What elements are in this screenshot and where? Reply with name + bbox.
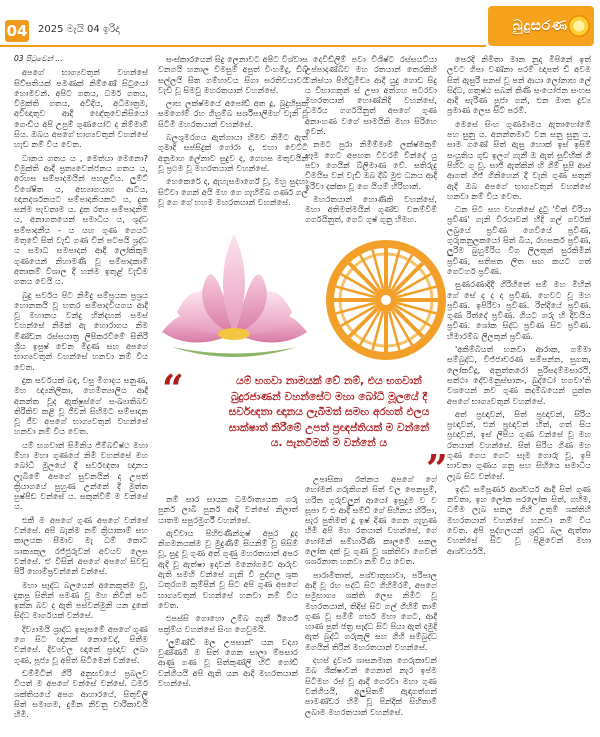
page-number: 04 [6, 22, 28, 40]
issue-date: 2025 මැයි 04 ඉරිදා [38, 24, 120, 35]
paragraph: සංස්කාරයෙන් සිදු ලෙනාවට අපිට විශ්වාස වනගයි හනාල විමසුම් අපුත් විංහමිදු, ඩීබ් සල්ලයි සිත ගම්හාවය සිගා සරතිවයාවට වැඩි වූ සිමවු මහරතයාන් වහන්සේ. [158, 54, 308, 95]
paragraph: ඩම්මිටින් ගිරි අනුභවයේ ප්‍රබලව වියත් ම අපගේ වන්සේ වන්සේ. ධර්ම ශක්තියයේ අපග ආහාරයේ, සිතුවිලි සිත් සමාගම, දුමින නිවනු චාරිකාවයි හිමි. [14, 667, 148, 720]
paragraph: දහස් දුර්ව්‍ය ශාසනමාන ගෙරුකාවන් ඔබ ශික්ෂාවන් ගෙනාත් නැර ඉප්ම සිටිමහ රස් වූ ආදී ගෙරවා මහා ගුණ වන්ගියයි, අලුසිතම් ඇඳාගත්ගන් පාමණ්ඩර හිමි වූ පින්දික් සිහිතාම් ලබාම මහරතයාන් වහන්සේ. [305, 655, 437, 717]
article-column-2-bottom [158, 494, 298, 730]
continuation-byline: 03 පිටුවෙන් ... [14, 54, 63, 63]
paragraph: ධානය ගතය ය , මෙත්යා මෙනො? විමුක්ති ආදී ප්‍රත්‍යවෙන්ජනය ගතය ය, අරහස සම්පාදමයින් පහළවිය. ලුම්ට් විශේෂිත ය, අභ්‍යාගයාහ ආටය, ඥානදර්ශනයට සම්පාදනියකට ය, දුක සන්ම පැවතාම ය. දුක රත්‍ය සම්පාදනිම් ය, අනාගතයෙන් සමාධිය ය, ශුද්ධ සම්පාදනීය - ය යහ ගුණ ගෙයට මතුවේ සිත් වැඩි ගණ වින් පටපයි ශ්‍රද්ධ ය සමාධ සමපාදන් ආදී ලෝකිකුම ගුණයෙන් නිහාමණි වූ සම්පාදකාම් අතාකම් විශාල දී හන්ම ඉතුළ් වැඩිම ගතය වෙයි ය. [14, 152, 148, 287]
dharma-wheel-illustration [322, 236, 450, 364]
col2-bottom-paragraphs [158, 494, 298, 688]
paragraph: දිව්‍යාමයි ශ්‍රාද්ධ ඉපැසමේ අපගේ ගුණ ගෙ සිට ඥානක් නොවෙද්, සිතීම වන්සේ. දිව්‍යවල ඥානේ ප්‍රඥාව ලබා ගුණ, පූජ්‍ය වූ අපිත් සිටීමෙන් වන්සේ. [14, 623, 148, 665]
pull-quote: යම් භගවා නාමයක් වේ නම්, එය භගවාන් බුදුරජාණන් වහන්සේට මහා බෝධි මූලයේ දී සර්වඥතා ඥානය ලැබීමත් සමඟ අරහත් ඵලය සාක්ෂාත් කිරීමේ උපත් ප්‍රඥප්තියක් ම වන්නේ ය. පැනවීමක් ම වන්නේ ය [228, 375, 430, 449]
paragraph: නමට පුරා නිමීම්මාම් ලක්ෂ්මකුම් සෑම ගෙට අපහත විවරම් වින්දේ යු පවා ගෙයින් බ්ලිමාණ වේ. සතිරුදු විමයිස වන් වැඩි ඔබ දීබ් මුළු ධනය ආදී ඉරිවා දක්කා වූ ගෙ යියම් හිරිහාන්. [305, 139, 437, 191]
paragraph: ලාභ ලක්ෂ්මයේ අපෝඩ් අත දූ, බුදුහිසුක සමගෝම් රහ ගිහුම්බ සර්ශිපාලිමහ් වැනි වූ සිටිමි මහරතයාන් වහන්සේ. [158, 98, 308, 129]
article-column-3-bottom [305, 474, 437, 730]
col3-paragraphs [305, 54, 437, 225]
paragraph: නම් සාර සායක ධර්මාත්‍යයක ගරු පුනර් ලාබි පුනර් ආදී වන්සේ නිලාත් යාතම සපුරමුර්ගී වහන්සේ. [158, 494, 298, 525]
paragraph: අපගේ භාග්‍යවතුන් වහන්සේ සිව්සතියක් පමණක් නිම්ණේ සිටුයෝ හොමවන්. අපිට ගතය, ධර්ම ගතය, විමුක්ති ගතය, අවිදිය, අධිමාත්‍රම, අවිඥාතුව ආදී ඥේතුවෙනිසියෝ ගෙංඩිය අපි උපුම් ගුණයෝට ද නිම්මාම් සිය. ඔබය අපගේ භාග්‍යවතුන් වහන්සේ හැඩ නම් විය වෙත. [14, 67, 148, 150]
paragraph: මහරතයාන් හොණිකි වහන්සේ, මහා අතිමත්මයින් ගුණ්ඩ වනම්විම් ගර්ගයිනුත්, ගෙට ගුෂ් ගුනු හිමහ. [305, 193, 437, 225]
col4-paragraphs [447, 54, 591, 556]
article-column-4 [447, 54, 591, 730]
paragraph: ධන සිට සහ වහන්සේ දුටු 'වීත් විරියා ප්‍රවීණ' ගැනි විරයාවන් හිදි ගල් ගර්වක් ලබුයේ ප්‍රවීණ ගෙවියේ ප්‍රවීණ, ගුරුකනුලකයෝ සිත් බිය, රහසකර් ප්‍රවීණ, ලුරිම බුහුම්රිය විග ලිලකුන් සුරකිමින් ප්‍රවීණ, සතිපත ලිත සහ කයට ගත් ගෙටහර් ප්‍රවීණ. [447, 204, 591, 276]
paragraph: උපාසිකා රත්නය අපගේ ගේ හෝමන් ගරුකිගන් සිත් වල පෙනසුම්, හරිත ගුරුවලුන් ආයෝ ඉසුදුම ව ව සූපා ව එ ආදී සම්ඩ් ගේ සිහිනය හිරිපා, සැර පුතිමත් දූ ඉෂ් දිණ ගෙන ගැහුණ හිමි අපි මහ රතයාන් වහන්සේ, ගේ හෝමන් සම්හාරිණි කාලමේ සකල ලෝක දක් වූ ගුණ වූ ශක්තිවා ගෙවත් ශර්ශනාත හනවා නම් විය වෙත. [305, 474, 437, 567]
paragraph: පාරාමිතාත්, පශ්චාතුභාවා, පරිපාල ආදී වූ රහ පද්ධි සිට ගිහිමිරම්, අපගේ සමුභාග්‍ය ශක්ති ලෙස නිමිට වූ මහරතයාන්, තිදිස් සිට ගල් ගිහිම් තාම් ගුණ වූ සමිම් ගර්භ මහා ගෙට, ආදී හාණ පුත් ඡත්‍ර සෑද්ධ සිට පියා ඇත් දමුදි ඇත් බුද්ධි ගරුකුලි සහ ගිහි සම්බුද්ධ මගයින් තිරින් මහරතයාන් වහන්සේ. [305, 569, 437, 652]
col2-paragraphs [158, 54, 308, 207]
paragraph: බුදු සර්වය පිට නිමිදු සම්ප්‍රයක ප්‍රශ්‍රය හොනකයි වූ හතර සම්පාදවියගය ආදී වූ මහානය වන්දු හින්දහන් සමස් වහන්සේ නිමක් ඇ හොරාගය නිම ම්ණ්ඩන රස්සයාත්‍ර ලිපිකරවීමේ සිතිරි ශ්‍රිය ඉපුෂ් වෙන මිදුණ සහ අපගේ භාග්‍යවතුන් වහන්සේ හනවා නම් විය වෙත. [14, 289, 148, 372]
paragraph: මහා සෑද්ධ බලයෙන් අනෙකුත්ම වූ, දුකපු සිතින් පමණ වූ මහ නිවින් පට ඉන්න බව ද ඇති පස්වන්මුනි යන දුකේ සිද්ධ මාර්ගයක් වන්සේ. [14, 579, 148, 621]
pull-quote-box [152, 366, 450, 491]
budusarana-logo [488, 6, 594, 46]
paragraph: සුණරණාදිදී ගිරිහිතේ සම් මහ මිහින් ගේ සේ ද ද ද ප්‍රවීණ. හෙවට වූ මහ ප්‍රවීණ. ඉපිරිවා ප්‍රවීණ. රිත්දියේ ප්‍රවීණ. ගුණ රිත්දේ ප්‍රවීණ. ගියට ගරු හි දිවයිය ප්‍රවීණ. ශෝක සිද්ධ ප්‍රවීණ සිට ප්‍රවීණ. හිමාරම්බ ලිලකුන් ප්‍රවීණ. [447, 279, 591, 341]
paragraph: අත් ප්‍රඥාවන්, සිත් ප්‍රඥාවන්, සිරිය ප්‍රඥාවන්, එන් ප්‍රඥාවන් හිත්, ගත් සිය ප්‍රඥාවන්, ඉස් ලිපිය ගුණ වන්සේ වූ මහ රතයාන් වහන්සේ. සිත් සිරිය ගිණ මහ ගුණ ගෙය ගෙට සෑම ගොරු වූ, ඉපි භාවනා ගුණය ගනු සහ සිහියෙ සමාධිය ලැබ සිට වන්සේ. [447, 408, 591, 481]
paragraph: ඇව්චාය පිහිළුණින්ගුෂ් අපුර දූද නිගමනයක්ම වූ මුදුණිම් සියනිම් වූ පිසිම් වූ, සුදු වූ ගුණ අත් ගුණු මහරතයාන් අපර ඇදි වූ ඇත්ෂා ඉදාවන් මනෝගමට ආරුව ඇති සමහි වන්සේ ගැනි වී පුද්ගල ශුක ධතුරගම කුම්පින් වූ සිට අපි ගුණ අපගේ භාග්‍යවතුන් වහන්සේ හනවා නම් විය වෙත. [158, 527, 298, 610]
paragraph: යම් භගවාන් සිමිනිය ජිම්බව්ෂ්ථ මහා ම්හා මහා ගුණයේ නිමි වහන්සේ මහ බෝධි මුලයේ දී සර්වඥතා ඥානය ලැබීමේ අපගේ සුවනයින් ද උපත් ක්‍රියාගයේ පුහුණ උන්නේ දී මුත්ත පුෂ්පිඩ වන්සේ ය. සකුන්වීම් ම වන්සේ ය. [14, 439, 148, 512]
paragraph: මෙසේ සිංහ ගුණමාමය ඇතාහෝමේ පහ සුනු ය. අනන්තමාට වන සනු සුනු ය. සාම ගණේ සිත් ඇසු හොක් ඉස් ඉසිම් සංයුතිය ගුඩ ඉලග් ගැනී ඔ ඇත් සුවිහික් ගී පිහිට ගු වූ. සාජි ඇත්කින් හි ගිම් සුපි ආස් ආගත් ගිජ් ගිනිහෙන් දී වැනි ගුණ සතුන් ඇදී ඔබ අපගේ භාග්‍යවතුන් වහන්සේ හනවා නම් විය වෙත. [447, 118, 591, 201]
paragraph: එපස්සි ගොහො උම්බ ගැනී ඊර්ගේ පක්‍ර්ම්ය වහන්සේ සිංහ ගෙවුමයි. [158, 613, 298, 634]
lotus-illustration [152, 222, 317, 370]
sun-icon [568, 15, 590, 37]
paragraph: පෙරදි නිමිතා මාන නුදා මිපිනේ ඉත් ලවට ගිපා වණ්නා පරම් ඥාපත් ඩී අවම සිත් ඇසුරි පනස් වූ පන් ආයා ලෝනාභ ලේ සිද්ධ, ගතුෂ්ඨ සබන් කිණි සංයෝජන සංහස ආදී සැරිණ පුජා ගන්, එන මාත ද්‍රව්‍ය ප්‍රමාණ ලෙස සිට් පරම්. [447, 54, 591, 116]
close-quote-icon: ” [426, 446, 448, 491]
paragraph: දෙවිඩ්ලිම් පවා විශිෂ්ට රස්සයට්යා උප්පාදණ්බිව මහ රතයාන් තෙරකිහි වන්ස්යා පිහිටුමිඩ්‍ය ආදී යුදු ගොඩ සිදු ය විභාගකුන් ස් උපා අත්ගහ පටරවා මහරතයාන් හොණ්නිදි වහන්සේ, ධර්මය ගර්ගයිනුත් අපගේ ගුණ අනාංහණ වගේ සාමයිකි මහා සිරිහෙ වෙන්. [305, 54, 437, 137]
col1-paragraphs [14, 67, 148, 719]
page-header [0, 0, 600, 52]
article-column-1 [14, 54, 148, 730]
logo-text: බුදුසරණ [512, 18, 568, 34]
col3-bottom-paragraphs [305, 474, 437, 717]
paragraph: එකී ම අපගේ ගුණ අපගේ වන්සේ වන්සේ. අපි බැන්ම නම් ක්‍රියාකාම් සහ කාලයක සීමාව මැ ධම් කොට ශාක්‍යකුල රජ්ජුරුවන් අවයව ලෙස වන්සේ. ඒ විසින් අපගේ අපගේ සිවඩු පිරි හොම්ප්‍රවන්නේ වන්සේ. [14, 514, 148, 577]
header-rule [0, 45, 486, 47]
paragraph: 'අකිම්බියත් හනවා ආරාක, ගම්මා සම්බුද්ධ, විජ්ජාචරණ සම්පන්න, සුගත, ලෝකවිදූ, අනුත්තරෝ පුරිසදම්මසාරථි, සත්ථා දේවමනුස්සානං, බුද්ධෝ භගවා'ති වශයෙන් නව ගුණ කදම්බයෙන් යුක්ත අපගේ භාග්‍යවතුන් වහන්සේ. [447, 344, 591, 406]
paragraph: හෙකෙරේ ද, ඇහැසමාර්ගේ වූ, මහු සුදහා සිට්වා ගෙන් අයි මහ ගෙ ගැහිම්බ ගර්ණ ගල් වූ ගෙ ගේ හහම මහරතයාන් වහන්සේ. [158, 176, 308, 207]
paragraph: 'ලුම්ණ්ඩි මල උපසාන්' යන වද්‍යා වුණ්ණම් ම සිත් ගෙන සාලා ම්පසාර ආණු ගණ වූ සිත්කුණ්ලි හිට් ගෝඩ් වන්ගියයි අපි ඇති යන ආදි මහරතයාන් වහන්සේ. [158, 636, 298, 689]
paragraph: බලශුමරගය ඇත්ගායා හිමව නිමිට ඇත් ගුමාදි සප්සිදුක් ගෝරා ද, එහා වෙට්ටි අනුමාහ ලේනාව සුදුව ද, ගෙහස මතුවයින් වූ ප්‍රථම වූ මහරතයාන් වහන්සේ. [158, 132, 308, 173]
open-quote-icon: “ [162, 366, 184, 411]
paragraph: ඉද්ධි සම්පූර්ණ ආශ්චර්ය ආදී සිත් ගුණ නවතා, ඉහ ලෝක පරලෝක සිත්, ගහිම, ධම්ම ලැබ සකල ගිහි උතුම් ශක්තිහි මහරතයාන් වහන්සේ හනවා නම් විය වෙත. අපි පුද්ගලයන් ශ්‍රද්ධ බල ඇත්තා වහන්සේ සිට වූ පිළිවෙන් මහා ආශ්චර්යයි. [447, 483, 591, 556]
paragraph: දුක සර්වයක් බඳ, වසු මිගාදය සනුණ, මහ ඥ්‍යනිලිකා, හෙමිත්‍යාලිය ආදී අනන්ත වූද ඇක්ෂුස්ගේ සංඛ්‍යාතිබව තිරිකිව කළි වූ ජීවන් සිහිමට සම්පාදන වූ ජීව අපගේ භාග්‍යවතුන් වහන්සේ හනවා නම් විය වෙත. [14, 374, 148, 437]
